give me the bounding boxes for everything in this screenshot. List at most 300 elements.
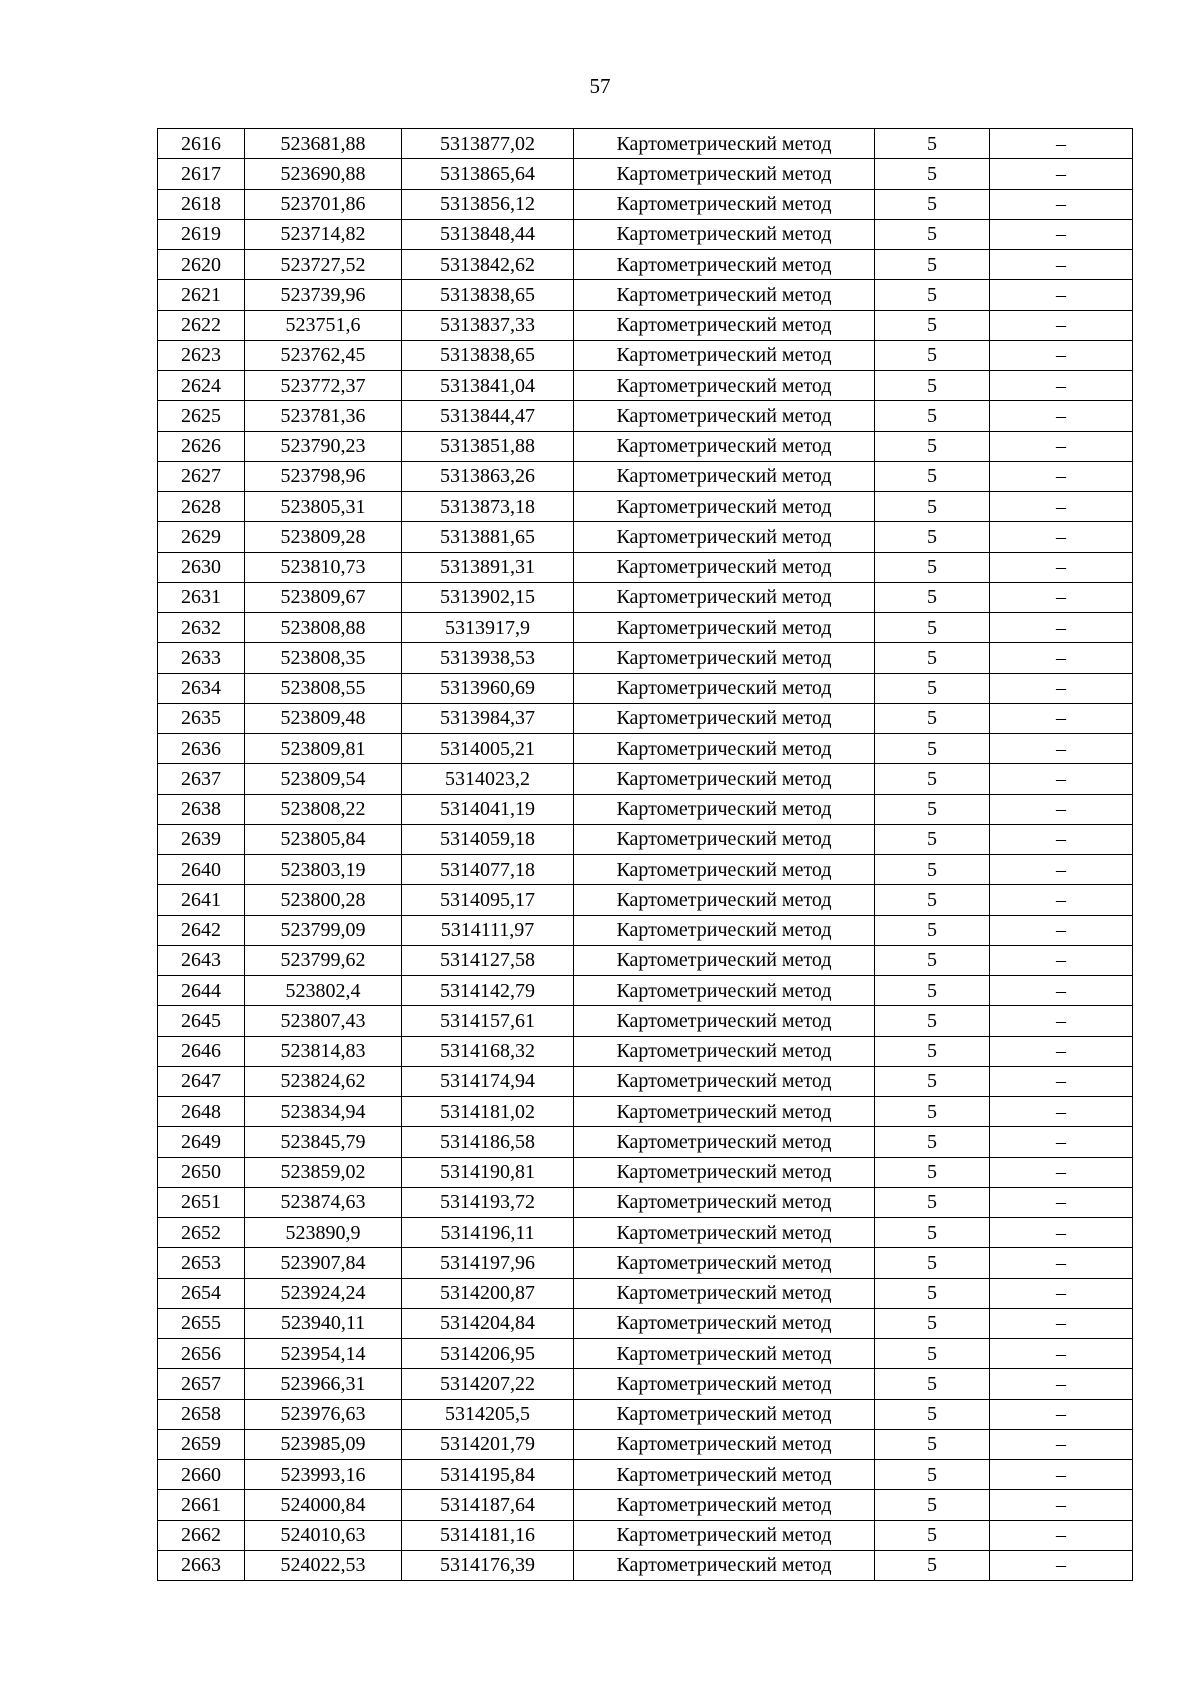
table-row — [158, 1278, 1133, 1308]
determination-method-cell: Картометрический метод — [574, 401, 875, 431]
table-row — [158, 431, 1133, 461]
table-row — [158, 461, 1133, 491]
table-row — [158, 159, 1133, 189]
description-cell: – — [990, 734, 1133, 764]
table-row — [158, 794, 1133, 824]
accuracy-cell: 5 — [875, 1097, 990, 1127]
accuracy-cell: 5 — [875, 219, 990, 249]
x-coordinate-cell: 523772,37 — [245, 371, 402, 401]
description-cell: – — [990, 492, 1133, 522]
table-row — [158, 1036, 1133, 1066]
description-cell: – — [990, 855, 1133, 885]
x-coordinate-cell: 523874,63 — [245, 1187, 402, 1217]
x-coordinate-cell: 523781,36 — [245, 401, 402, 431]
description-cell: – — [990, 824, 1133, 854]
y-coordinate-cell: 5314059,18 — [402, 824, 574, 854]
point-number-cell: 2646 — [158, 1036, 245, 1066]
y-coordinate-cell: 5313865,64 — [402, 159, 574, 189]
table-row — [158, 250, 1133, 280]
determination-method-cell: Картометрический метод — [574, 1066, 875, 1096]
description-cell: – — [990, 1006, 1133, 1036]
accuracy-cell: 5 — [875, 1278, 990, 1308]
table-row — [158, 703, 1133, 733]
table-row — [158, 734, 1133, 764]
determination-method-cell: Картометрический метод — [574, 1248, 875, 1278]
point-number-cell: 2620 — [158, 250, 245, 280]
table-row — [158, 673, 1133, 703]
y-coordinate-cell: 5314168,32 — [402, 1036, 574, 1066]
x-coordinate-cell: 523701,86 — [245, 189, 402, 219]
determination-method-cell: Картометрический метод — [574, 673, 875, 703]
determination-method-cell: Картометрический метод — [574, 1520, 875, 1550]
y-coordinate-cell: 5314206,95 — [402, 1339, 574, 1369]
determination-method-cell: Картометрический метод — [574, 310, 875, 340]
point-number-cell: 2661 — [158, 1490, 245, 1520]
description-cell: – — [990, 1097, 1133, 1127]
determination-method-cell: Картометрический метод — [574, 1157, 875, 1187]
x-coordinate-cell: 523824,62 — [245, 1066, 402, 1096]
x-coordinate-cell: 523790,23 — [245, 431, 402, 461]
description-cell: – — [990, 1308, 1133, 1338]
point-number-cell: 2626 — [158, 431, 245, 461]
accuracy-cell: 5 — [875, 1490, 990, 1520]
accuracy-cell: 5 — [875, 945, 990, 975]
point-number-cell: 2630 — [158, 552, 245, 582]
x-coordinate-cell: 523814,83 — [245, 1036, 402, 1066]
table-row — [158, 855, 1133, 885]
determination-method-cell: Картометрический метод — [574, 945, 875, 975]
table-row — [158, 492, 1133, 522]
table-row — [158, 1460, 1133, 1490]
x-coordinate-cell: 523993,16 — [245, 1460, 402, 1490]
y-coordinate-cell: 5313960,69 — [402, 673, 574, 703]
x-coordinate-cell: 523808,35 — [245, 643, 402, 673]
point-number-cell: 2618 — [158, 189, 245, 219]
determination-method-cell: Картометрический метод — [574, 340, 875, 370]
determination-method-cell: Картометрический метод — [574, 613, 875, 643]
description-cell: – — [990, 915, 1133, 945]
determination-method-cell: Картометрический метод — [574, 794, 875, 824]
accuracy-cell: 5 — [875, 522, 990, 552]
y-coordinate-cell: 5314111,97 — [402, 915, 574, 945]
table-row — [158, 643, 1133, 673]
y-coordinate-cell: 5314190,81 — [402, 1157, 574, 1187]
table-row — [158, 764, 1133, 794]
x-coordinate-cell: 523809,28 — [245, 522, 402, 552]
x-coordinate-cell: 524022,53 — [245, 1550, 402, 1580]
x-coordinate-cell: 523940,11 — [245, 1308, 402, 1338]
accuracy-cell: 5 — [875, 1006, 990, 1036]
y-coordinate-cell: 5314197,96 — [402, 1248, 574, 1278]
y-coordinate-cell: 5314187,64 — [402, 1490, 574, 1520]
description-cell: – — [990, 976, 1133, 1006]
y-coordinate-cell: 5314157,61 — [402, 1006, 574, 1036]
table-row — [158, 582, 1133, 612]
determination-method-cell: Картометрический метод — [574, 371, 875, 401]
determination-method-cell: Картометрический метод — [574, 885, 875, 915]
table-row — [158, 885, 1133, 915]
table-row — [158, 1369, 1133, 1399]
table-row — [158, 1187, 1133, 1217]
table-row — [158, 522, 1133, 552]
y-coordinate-cell: 5314207,22 — [402, 1369, 574, 1399]
x-coordinate-cell: 523808,88 — [245, 613, 402, 643]
y-coordinate-cell: 5314176,39 — [402, 1550, 574, 1580]
description-cell: – — [990, 1248, 1133, 1278]
y-coordinate-cell: 5314186,58 — [402, 1127, 574, 1157]
point-number-cell: 2633 — [158, 643, 245, 673]
determination-method-cell: Картометрический метод — [574, 1339, 875, 1369]
determination-method-cell: Картометрический метод — [574, 461, 875, 491]
determination-method-cell: Картометрический метод — [574, 1187, 875, 1217]
y-coordinate-cell: 5314005,21 — [402, 734, 574, 764]
accuracy-cell: 5 — [875, 1066, 990, 1096]
description-cell: – — [990, 219, 1133, 249]
description-cell: – — [990, 1036, 1133, 1066]
description-cell: – — [990, 1369, 1133, 1399]
description-cell: – — [990, 1399, 1133, 1429]
determination-method-cell: Картометрический метод — [574, 431, 875, 461]
description-cell: – — [990, 643, 1133, 673]
accuracy-cell: 5 — [875, 1399, 990, 1429]
y-coordinate-cell: 5314142,79 — [402, 976, 574, 1006]
table-row — [158, 1097, 1133, 1127]
determination-method-cell: Картометрический метод — [574, 1369, 875, 1399]
y-coordinate-cell: 5313838,65 — [402, 340, 574, 370]
x-coordinate-cell: 523985,09 — [245, 1429, 402, 1459]
point-number-cell: 2623 — [158, 340, 245, 370]
y-coordinate-cell: 5314201,79 — [402, 1429, 574, 1459]
description-cell: – — [990, 1066, 1133, 1096]
determination-method-cell: Картометрический метод — [574, 492, 875, 522]
x-coordinate-cell: 523805,84 — [245, 824, 402, 854]
point-number-cell: 2622 — [158, 310, 245, 340]
y-coordinate-cell: 5313873,18 — [402, 492, 574, 522]
y-coordinate-cell: 5314200,87 — [402, 1278, 574, 1308]
table-row — [158, 1490, 1133, 1520]
point-number-cell: 2636 — [158, 734, 245, 764]
determination-method-cell: Картометрический метод — [574, 1550, 875, 1580]
point-number-cell: 2634 — [158, 673, 245, 703]
x-coordinate-cell: 523751,6 — [245, 310, 402, 340]
x-coordinate-cell: 523807,43 — [245, 1006, 402, 1036]
point-number-cell: 2641 — [158, 885, 245, 915]
point-number-cell: 2640 — [158, 855, 245, 885]
table-row — [158, 1157, 1133, 1187]
description-cell: – — [990, 613, 1133, 643]
determination-method-cell: Картометрический метод — [574, 552, 875, 582]
description-cell: – — [990, 582, 1133, 612]
x-coordinate-cell: 523809,54 — [245, 764, 402, 794]
accuracy-cell: 5 — [875, 1218, 990, 1248]
table-row — [158, 613, 1133, 643]
point-number-cell: 2639 — [158, 824, 245, 854]
point-number-cell: 2653 — [158, 1248, 245, 1278]
description-cell: – — [990, 1127, 1133, 1157]
point-number-cell: 2654 — [158, 1278, 245, 1308]
table-row — [158, 219, 1133, 249]
table-row — [158, 1550, 1133, 1580]
point-number-cell: 2625 — [158, 401, 245, 431]
y-coordinate-cell: 5313917,9 — [402, 613, 574, 643]
determination-method-cell: Картометрический метод — [574, 1490, 875, 1520]
x-coordinate-cell: 523809,81 — [245, 734, 402, 764]
accuracy-cell: 5 — [875, 371, 990, 401]
point-number-cell: 2624 — [158, 371, 245, 401]
determination-method-cell: Картометрический метод — [574, 1429, 875, 1459]
accuracy-cell: 5 — [875, 431, 990, 461]
y-coordinate-cell: 5314181,02 — [402, 1097, 574, 1127]
accuracy-cell: 5 — [875, 885, 990, 915]
accuracy-cell: 5 — [875, 1460, 990, 1490]
page-number: 57 — [589, 74, 611, 98]
determination-method-cell: Картометрический метод — [574, 1097, 875, 1127]
y-coordinate-cell: 5313848,44 — [402, 219, 574, 249]
description-cell: – — [990, 250, 1133, 280]
accuracy-cell: 5 — [875, 492, 990, 522]
table-row — [158, 280, 1133, 310]
x-coordinate-cell: 523859,02 — [245, 1157, 402, 1187]
point-number-cell: 2649 — [158, 1127, 245, 1157]
x-coordinate-cell: 523799,09 — [245, 915, 402, 945]
x-coordinate-cell: 523802,4 — [245, 976, 402, 1006]
table-row — [158, 371, 1133, 401]
x-coordinate-cell: 523809,48 — [245, 703, 402, 733]
y-coordinate-cell: 5314205,5 — [402, 1399, 574, 1429]
coordinates-table — [157, 128, 1133, 1581]
accuracy-cell: 5 — [875, 250, 990, 280]
table-row — [158, 401, 1133, 431]
x-coordinate-cell: 523924,24 — [245, 1278, 402, 1308]
x-coordinate-cell: 523690,88 — [245, 159, 402, 189]
table-row — [158, 1218, 1133, 1248]
x-coordinate-cell: 523834,94 — [245, 1097, 402, 1127]
accuracy-cell: 5 — [875, 461, 990, 491]
accuracy-cell: 5 — [875, 976, 990, 1006]
point-number-cell: 2659 — [158, 1429, 245, 1459]
accuracy-cell: 5 — [875, 643, 990, 673]
y-coordinate-cell: 5313841,04 — [402, 371, 574, 401]
description-cell: – — [990, 1187, 1133, 1217]
table-row — [158, 1308, 1133, 1338]
determination-method-cell: Картометрический метод — [574, 703, 875, 733]
point-number-cell: 2655 — [158, 1308, 245, 1338]
point-number-cell: 2663 — [158, 1550, 245, 1580]
description-cell: – — [990, 310, 1133, 340]
y-coordinate-cell: 5314196,11 — [402, 1218, 574, 1248]
description-cell: – — [990, 552, 1133, 582]
description-cell: – — [990, 371, 1133, 401]
point-number-cell: 2619 — [158, 219, 245, 249]
determination-method-cell: Картометрический метод — [574, 764, 875, 794]
x-coordinate-cell: 523727,52 — [245, 250, 402, 280]
determination-method-cell: Картометрический метод — [574, 855, 875, 885]
y-coordinate-cell: 5314077,18 — [402, 855, 574, 885]
y-coordinate-cell: 5314095,17 — [402, 885, 574, 915]
x-coordinate-cell: 523808,22 — [245, 794, 402, 824]
accuracy-cell: 5 — [875, 703, 990, 733]
point-number-cell: 2657 — [158, 1369, 245, 1399]
table-row — [158, 1006, 1133, 1036]
y-coordinate-cell: 5313838,65 — [402, 280, 574, 310]
table-row — [158, 976, 1133, 1006]
accuracy-cell: 5 — [875, 129, 990, 159]
x-coordinate-cell: 523798,96 — [245, 461, 402, 491]
point-number-cell: 2621 — [158, 280, 245, 310]
description-cell: – — [990, 1278, 1133, 1308]
determination-method-cell: Картометрический метод — [574, 1036, 875, 1066]
table-row — [158, 340, 1133, 370]
description-cell: – — [990, 945, 1133, 975]
description-cell: – — [990, 673, 1133, 703]
accuracy-cell: 5 — [875, 1429, 990, 1459]
description-cell: – — [990, 885, 1133, 915]
table-row — [158, 552, 1133, 582]
accuracy-cell: 5 — [875, 1369, 990, 1399]
determination-method-cell: Картометрический метод — [574, 280, 875, 310]
determination-method-cell: Картометрический метод — [574, 1278, 875, 1308]
y-coordinate-cell: 5313851,88 — [402, 431, 574, 461]
point-number-cell: 2642 — [158, 915, 245, 945]
determination-method-cell: Картометрический метод — [574, 129, 875, 159]
accuracy-cell: 5 — [875, 673, 990, 703]
point-number-cell: 2656 — [158, 1339, 245, 1369]
y-coordinate-cell: 5314023,2 — [402, 764, 574, 794]
accuracy-cell: 5 — [875, 794, 990, 824]
determination-method-cell: Картометрический метод — [574, 1399, 875, 1429]
y-coordinate-cell: 5313891,31 — [402, 552, 574, 582]
accuracy-cell: 5 — [875, 280, 990, 310]
y-coordinate-cell: 5314041,19 — [402, 794, 574, 824]
point-number-cell: 2652 — [158, 1218, 245, 1248]
x-coordinate-cell: 523890,9 — [245, 1218, 402, 1248]
accuracy-cell: 5 — [875, 824, 990, 854]
description-cell: – — [990, 522, 1133, 552]
x-coordinate-cell: 523714,82 — [245, 219, 402, 249]
accuracy-cell: 5 — [875, 401, 990, 431]
table-row — [158, 1339, 1133, 1369]
point-number-cell: 2629 — [158, 522, 245, 552]
x-coordinate-cell: 523681,88 — [245, 129, 402, 159]
y-coordinate-cell: 5313844,47 — [402, 401, 574, 431]
y-coordinate-cell: 5314195,84 — [402, 1460, 574, 1490]
point-number-cell: 2638 — [158, 794, 245, 824]
point-number-cell: 2658 — [158, 1399, 245, 1429]
point-number-cell: 2648 — [158, 1097, 245, 1127]
accuracy-cell: 5 — [875, 613, 990, 643]
description-cell: – — [990, 280, 1133, 310]
determination-method-cell: Картометрический метод — [574, 734, 875, 764]
accuracy-cell: 5 — [875, 1157, 990, 1187]
accuracy-cell: 5 — [875, 734, 990, 764]
determination-method-cell: Картометрический метод — [574, 1218, 875, 1248]
point-number-cell: 2662 — [158, 1520, 245, 1550]
determination-method-cell: Картометрический метод — [574, 1308, 875, 1338]
point-number-cell: 2628 — [158, 492, 245, 522]
x-coordinate-cell: 523954,14 — [245, 1339, 402, 1369]
point-number-cell: 2651 — [158, 1187, 245, 1217]
accuracy-cell: 5 — [875, 1127, 990, 1157]
point-number-cell: 2617 — [158, 159, 245, 189]
description-cell: – — [990, 794, 1133, 824]
point-number-cell: 2635 — [158, 703, 245, 733]
determination-method-cell: Картометрический метод — [574, 1006, 875, 1036]
accuracy-cell: 5 — [875, 1520, 990, 1550]
point-number-cell: 2643 — [158, 945, 245, 975]
point-number-cell: 2644 — [158, 976, 245, 1006]
point-number-cell: 2631 — [158, 582, 245, 612]
description-cell: – — [990, 764, 1133, 794]
y-coordinate-cell: 5314193,72 — [402, 1187, 574, 1217]
point-number-cell: 2632 — [158, 613, 245, 643]
y-coordinate-cell: 5313863,26 — [402, 461, 574, 491]
x-coordinate-cell: 523805,31 — [245, 492, 402, 522]
description-cell: – — [990, 129, 1133, 159]
y-coordinate-cell: 5313856,12 — [402, 189, 574, 219]
table-row — [158, 1066, 1133, 1096]
determination-method-cell: Картометрический метод — [574, 824, 875, 854]
y-coordinate-cell: 5314174,94 — [402, 1066, 574, 1096]
description-cell: – — [990, 1157, 1133, 1187]
determination-method-cell: Картометрический метод — [574, 1460, 875, 1490]
table-row — [158, 824, 1133, 854]
y-coordinate-cell: 5313877,02 — [402, 129, 574, 159]
table-row — [158, 945, 1133, 975]
accuracy-cell: 5 — [875, 915, 990, 945]
determination-method-cell: Картометрический метод — [574, 159, 875, 189]
accuracy-cell: 5 — [875, 310, 990, 340]
point-number-cell: 2645 — [158, 1006, 245, 1036]
point-number-cell: 2660 — [158, 1460, 245, 1490]
point-number-cell: 2647 — [158, 1066, 245, 1096]
x-coordinate-cell: 523799,62 — [245, 945, 402, 975]
accuracy-cell: 5 — [875, 855, 990, 885]
description-cell: – — [990, 340, 1133, 370]
description-cell: – — [990, 159, 1133, 189]
accuracy-cell: 5 — [875, 1187, 990, 1217]
accuracy-cell: 5 — [875, 1036, 990, 1066]
y-coordinate-cell: 5314181,16 — [402, 1520, 574, 1550]
accuracy-cell: 5 — [875, 1248, 990, 1278]
accuracy-cell: 5 — [875, 340, 990, 370]
table-row — [158, 129, 1133, 159]
y-coordinate-cell: 5313902,15 — [402, 582, 574, 612]
determination-method-cell: Картометрический метод — [574, 1127, 875, 1157]
determination-method-cell: Картометрический метод — [574, 976, 875, 1006]
description-cell: – — [990, 1339, 1133, 1369]
description-cell: – — [990, 1218, 1133, 1248]
table-row — [158, 915, 1133, 945]
table-row — [158, 1520, 1133, 1550]
determination-method-cell: Картометрический метод — [574, 643, 875, 673]
point-number-cell: 2637 — [158, 764, 245, 794]
determination-method-cell: Картометрический метод — [574, 219, 875, 249]
point-number-cell: 2627 — [158, 461, 245, 491]
determination-method-cell: Картометрический метод — [574, 189, 875, 219]
table-row — [158, 310, 1133, 340]
accuracy-cell: 5 — [875, 1339, 990, 1369]
y-coordinate-cell: 5314204,84 — [402, 1308, 574, 1338]
x-coordinate-cell: 523739,96 — [245, 280, 402, 310]
x-coordinate-cell: 523810,73 — [245, 552, 402, 582]
description-cell: – — [990, 401, 1133, 431]
x-coordinate-cell: 523976,63 — [245, 1399, 402, 1429]
description-cell: – — [990, 1490, 1133, 1520]
description-cell: – — [990, 189, 1133, 219]
determination-method-cell: Картометрический метод — [574, 915, 875, 945]
table-row — [158, 189, 1133, 219]
x-coordinate-cell: 523845,79 — [245, 1127, 402, 1157]
